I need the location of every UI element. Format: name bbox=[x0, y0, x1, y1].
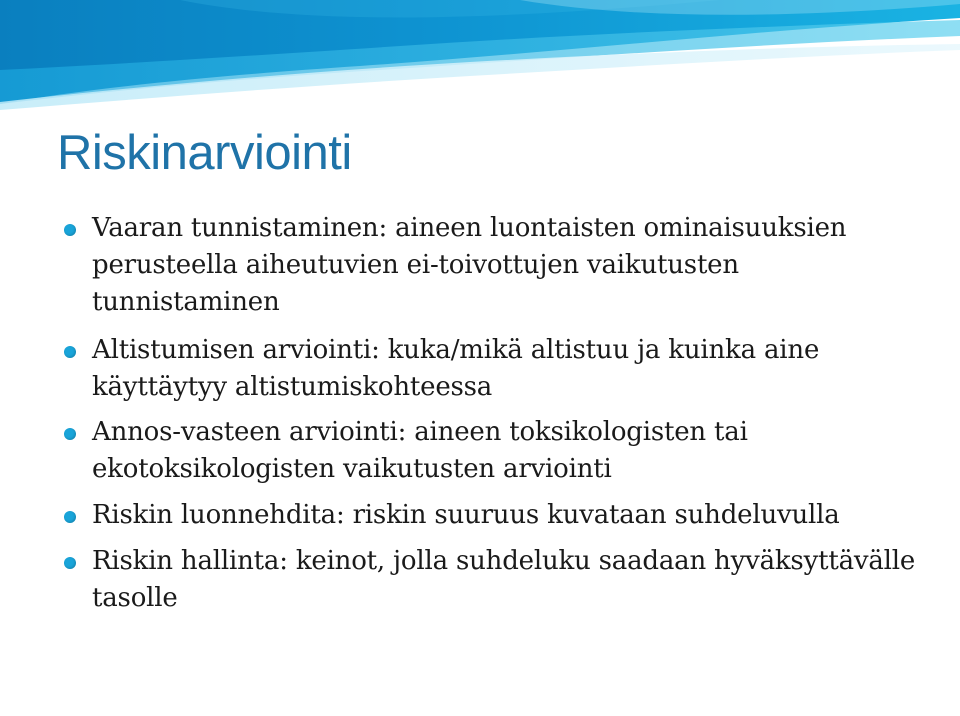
bullet-dot-icon bbox=[64, 557, 76, 569]
bullet-item bbox=[64, 414, 924, 488]
bullet-text: Vaaran tunnistaminen: aineen luontaisten ominaisuuksien perusteella aiheutuvien ei-toivottujen vaikutusten tunnistaminen bbox=[92, 213, 847, 317]
header-wave-band bbox=[0, 0, 960, 120]
bullet-dot-icon bbox=[64, 511, 76, 523]
slide-title: Riskinarviointi bbox=[57, 126, 352, 180]
bullet-text: Riskin luonnehdita: riskin suuruus kuvataan suhdeluvulla bbox=[92, 500, 840, 530]
bullet-dot-icon bbox=[64, 346, 76, 358]
bullet-dot-icon bbox=[64, 224, 76, 236]
bullet-item bbox=[64, 332, 924, 406]
bullet-text: Riskin hallinta: keinot, jolla suhdeluku saadaan hyväksyttävälle tasolle bbox=[92, 546, 916, 613]
bullet-text: Altistumisen arviointi: kuka/mikä altistuu ja kuinka aine käyttäytyy altistumiskohteessa bbox=[92, 335, 820, 402]
bullet-item bbox=[64, 497, 924, 534]
bullet-list bbox=[64, 210, 924, 628]
bullet-item bbox=[64, 543, 924, 617]
bullet-item bbox=[64, 210, 924, 321]
bullet-dot-icon bbox=[64, 428, 76, 440]
bullet-text: Annos-vasteen arviointi: aineen toksikologisten tai ekotoksikologisten vaikutusten arviointi bbox=[92, 417, 748, 484]
